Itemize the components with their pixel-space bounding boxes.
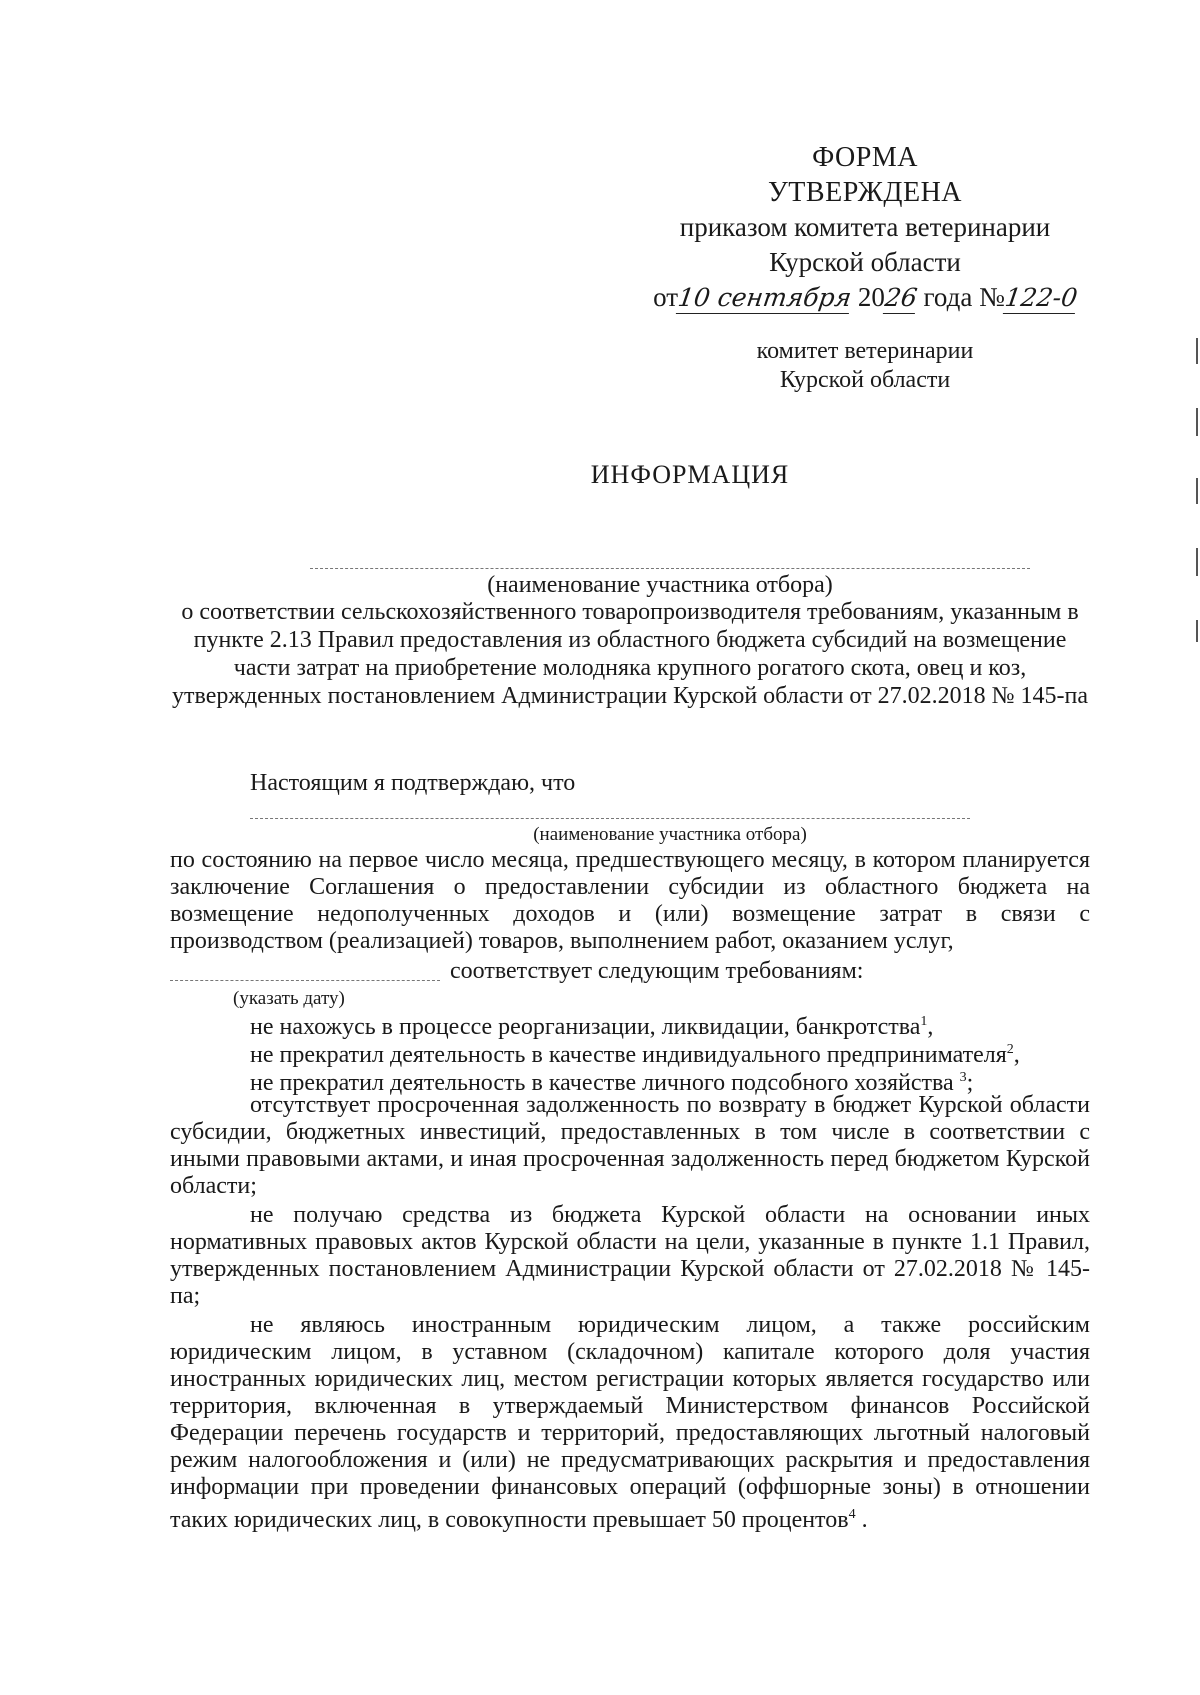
approval-order-line: приказом комитета ветеринарии bbox=[679, 212, 1051, 242]
year-prefix: 20 bbox=[857, 282, 885, 312]
scan-edge-mark bbox=[1196, 338, 1198, 364]
footnote-ref: 1 bbox=[920, 1014, 928, 1029]
funds-paragraph: не получаю средства из бюджета Курской области на основании иных нормативных правовых актов Курской области на цели, указанные в пункте 1.1 Правил, утвержденных постановлением Администрации Курской области от 27.02.2018 № 145-па; bbox=[170, 1202, 1090, 1309]
scan-edge-mark bbox=[1196, 408, 1198, 436]
intro-text: Настоящим я подтверждаю, что bbox=[250, 770, 576, 796]
approval-approved-label: УТВЕРЖДЕНА bbox=[767, 177, 963, 208]
requirement-item: не нахожусь в процессе реорганизации, ликвидации, банкротства$^1$, bbox=[250, 1014, 934, 1040]
participant-name-blank-2 bbox=[250, 818, 970, 819]
approval-block bbox=[640, 140, 1090, 315]
foreign-paragraph: не являюсь иностранным юридическим лицом, а также российским юридическим лицом, в уставном (складочном) капитале которого доля участия иностранных юридических лиц, местом регистрации которых является государство или территория, включенная в утверждаемый Министерством финансов Российской Федерации перечень государств и территорий, предоставляющих льготный налоговый режим налогообложения и (или) не предусматривающих раскрытия и предоставления информации при проведении финансовых операций (оффшорные зоны) в отношении таких юридических лиц, в совокупности превышает 50 процентов$^4$ . bbox=[170, 1312, 1090, 1533]
footnote-ref: 4 bbox=[848, 1507, 856, 1522]
recipient-line2: Курской области bbox=[779, 367, 951, 393]
requirement-item: не прекратил деятельность в качестве индивидуального предпринимателя$^2$, bbox=[250, 1042, 1020, 1068]
recipient-line1: комитет ветеринарии bbox=[756, 338, 974, 364]
approval-region-line: Курской области bbox=[769, 247, 961, 277]
participant-caption: (наименование участника отбора) bbox=[487, 572, 833, 598]
conforms-text: соответствует следующим требованиям: bbox=[450, 958, 864, 984]
date-prefix: от bbox=[653, 282, 679, 312]
date-caption: (указать дату) bbox=[233, 988, 345, 1009]
date-blank bbox=[170, 980, 440, 981]
scan-edge-mark bbox=[1196, 478, 1198, 504]
footnote-ref: 3 bbox=[959, 1070, 967, 1085]
subject-text: о соответствии сельскохозяйственного товаропроизводителя требованиям, указанным в пункте 2.13 Правил предоставления из областного бюджета субсидий на возмещение части затрат на приобретение молодняка крупного рогатого скота, овец и коз, утвержденных постановлением Администрации Курской области от 27.02.2018 № 145-па bbox=[172, 599, 1088, 709]
handwritten-date: 10 сентября bbox=[676, 283, 854, 312]
scan-edge-mark bbox=[1196, 620, 1198, 642]
document-title: ИНФОРМАЦИЯ bbox=[590, 460, 790, 489]
handwritten-number: 122-0 bbox=[1002, 283, 1080, 312]
main-paragraph: по состоянию на первое число месяца, предшествующего месяцу, в котором планируется заключение Соглашения о предоставлении субсидии из областного бюджета на возмещение недополученных доходов и (или) возмещение затрат в связи с производством (реализацией) товаров, выполнением работ, оказанием услуг, bbox=[170, 847, 1090, 954]
approval-date-line bbox=[640, 280, 1090, 315]
scan-edge-mark bbox=[1196, 548, 1198, 576]
year-suffix: года № bbox=[923, 282, 1005, 312]
handwritten-year: 26 bbox=[883, 283, 919, 312]
approval-form-label: ФОРМА bbox=[812, 142, 918, 173]
requirement-item: не прекратил деятельность в качестве личного подсобного хозяйства $^3$; bbox=[250, 1070, 974, 1096]
recipient-block bbox=[640, 337, 1090, 395]
debt-paragraph: отсутствует просроченная задолженность по возврату в бюджет Курской области субсидии, бюджетных инвестиций, предоставленных в том числе в соответствии с иными правовыми актами, и иная просроченная задолженность перед бюджетом Курской области; bbox=[170, 1092, 1090, 1199]
participant-name-blank bbox=[310, 568, 1030, 569]
footnote-ref: 2 bbox=[1006, 1042, 1014, 1057]
participant-caption-small: (наименование участника отбора) bbox=[533, 824, 807, 845]
